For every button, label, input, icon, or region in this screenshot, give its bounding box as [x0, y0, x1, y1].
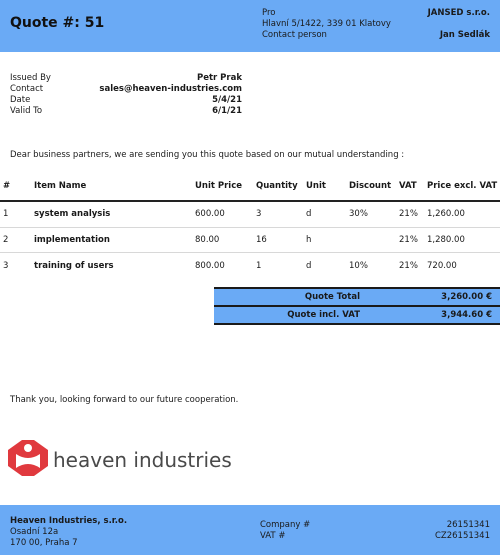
footer-bar — [0, 505, 500, 555]
recipient-company: JANSED s.r.o. — [427, 8, 490, 18]
contact-label: Contact — [10, 84, 44, 94]
footer-street: Osadní 12a — [10, 527, 59, 537]
logo-text: heaven industries — [53, 448, 232, 472]
row-num: 1 — [0, 201, 31, 227]
recipient-values — [428, 8, 490, 41]
header-bar — [0, 0, 500, 52]
recipient-address: Hlavní 5/1422, 339 01 Klatovy — [262, 19, 391, 29]
quote-total-value: 3,260.00 € — [404, 288, 500, 306]
footer-company-block — [10, 516, 127, 549]
table-row — [0, 201, 500, 227]
row-vat: 21% — [399, 260, 418, 271]
quote-total-label: Quote Total — [214, 288, 404, 306]
footer-city: 170 00, Praha 7 — [10, 538, 78, 548]
issued-by-value: Petr Prak — [196, 73, 242, 83]
row-item-name: system analysis — [31, 201, 192, 227]
row-price: 1,280.00 — [424, 227, 500, 253]
footer-id-labels — [260, 520, 310, 542]
vat-id-label: VAT # — [260, 531, 286, 541]
table-row — [0, 253, 500, 278]
recipient-block — [262, 8, 391, 41]
col-discount: Discount — [346, 172, 396, 201]
row-vat: 21% — [396, 227, 424, 253]
row-unit: h — [303, 227, 346, 253]
quote-incl-vat-value: 3,944.60 € — [404, 306, 500, 324]
contact-email[interactable]: sales@heaven-industries.com — [99, 84, 242, 94]
recipient-label: Pro — [262, 8, 276, 18]
row-discount: 30% — [346, 201, 396, 227]
company-id-label: Company # — [260, 520, 311, 530]
items-table — [0, 172, 500, 278]
closing-text: Thank you, looking forward to our future cooperation. — [10, 395, 239, 405]
footer-company-name: Heaven Industries, s.r.o. — [10, 516, 128, 526]
row-discount — [346, 227, 396, 253]
footer-id-values — [435, 520, 490, 542]
row-unit: d — [306, 260, 312, 271]
row-num: 3 — [3, 260, 9, 271]
col-vat: VAT — [396, 172, 424, 201]
issued-by-label: Issued By — [10, 73, 51, 83]
row-num: 2 — [0, 227, 31, 253]
col-quantity: Quantity — [253, 172, 303, 201]
valid-to-value: 6/1/21 — [212, 106, 242, 116]
row-quantity: 1 — [256, 260, 262, 271]
table-row — [0, 227, 500, 253]
date-value: 5/4/21 — [212, 95, 242, 105]
heaven-industries-logo-icon — [8, 440, 48, 476]
intro-text: Dear business partners, we are sending you this quote based on our mutual understanding : — [10, 150, 405, 160]
col-item-name: Item Name — [31, 172, 192, 201]
col-price-excl-vat: Price excl. VAT — [424, 172, 500, 201]
recipient-contact-label: Contact person — [262, 30, 327, 40]
row-vat: 21% — [396, 201, 424, 227]
quote-total-row — [214, 288, 500, 306]
table-header — [0, 172, 500, 201]
col-num: # — [0, 172, 31, 201]
row-quantity: 16 — [253, 227, 303, 253]
vat-id-value: CZ26151341 — [434, 531, 490, 541]
issue-details — [10, 73, 242, 117]
quote-incl-vat-label: Quote incl. VAT — [214, 306, 404, 324]
recipient-contact-name: Jan Sedlák — [439, 30, 490, 40]
row-quantity: 3 — [253, 201, 303, 227]
quote-title: Quote #: 51 — [10, 15, 105, 31]
row-unit-price: 800.00 — [195, 260, 225, 271]
row-unit-price: 600.00 — [192, 201, 253, 227]
totals-box — [214, 287, 500, 325]
row-unit: d — [303, 201, 346, 227]
row-discount: 10% — [349, 260, 368, 271]
date-label: Date — [10, 95, 31, 105]
row-item-name: training of users — [34, 260, 114, 271]
col-unit: Unit — [303, 172, 346, 201]
row-item-name: implementation — [31, 227, 192, 253]
valid-to-label: Valid To — [10, 106, 43, 116]
quote-incl-vat-row — [214, 306, 500, 324]
row-price: 1,260.00 — [424, 201, 500, 227]
col-unit-price: Unit Price — [192, 172, 253, 201]
company-id-value: 26151341 — [446, 520, 490, 530]
row-price: 720.00 — [427, 260, 457, 271]
row-unit-price: 80.00 — [192, 227, 253, 253]
